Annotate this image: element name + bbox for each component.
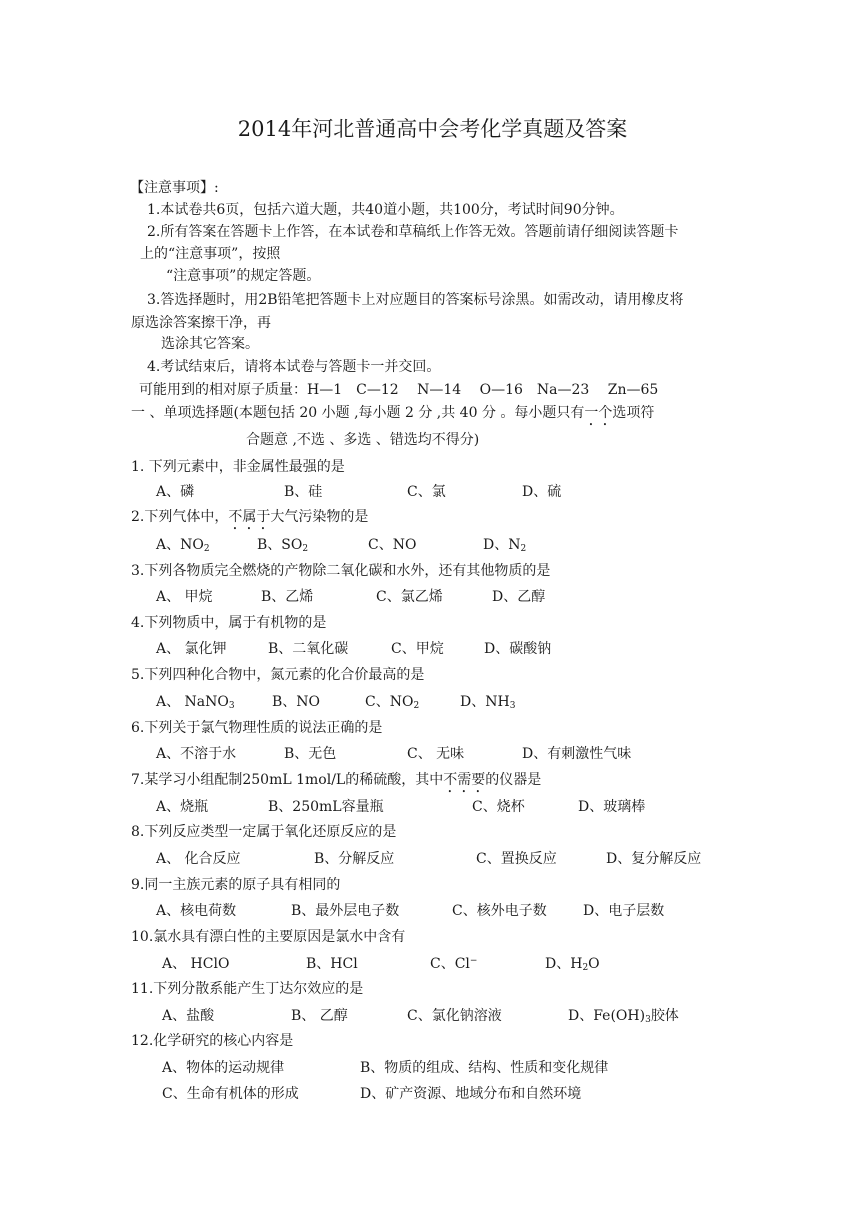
notice-item-3-cont2: 选涂其它答案。 bbox=[161, 336, 259, 352]
q8-option-d: D、复分解反应 bbox=[606, 851, 702, 867]
q7-option-c: C、烧杯 bbox=[472, 799, 525, 815]
notice-item-4: 4.考试结束后，请将本试卷与答题卡一并交回。 bbox=[147, 359, 441, 375]
q10-option-a: A、 HClO bbox=[162, 956, 230, 972]
q6-option-d: D、有刺激性气味 bbox=[522, 746, 632, 762]
q6-option-a: A、不溶于水 bbox=[156, 746, 237, 762]
q10-option-c: C、Cl− bbox=[430, 956, 478, 972]
page-title: 2014年河北普通高中会考化学真题及答案 bbox=[237, 117, 628, 141]
q8-option-b: B、分解反应 bbox=[314, 851, 395, 867]
q3-option-a: A、 甲烷 bbox=[156, 589, 213, 605]
emphasis-not-needed: 不需要 bbox=[443, 772, 486, 788]
q7-option-b: B、250mL容量瓶 bbox=[268, 799, 384, 815]
q2-option-d: D、$N_2$ bbox=[483, 537, 527, 554]
q1-option-b: B、硅 bbox=[284, 484, 323, 500]
emphasis-not-belong: 不属于 bbox=[228, 509, 271, 525]
q12-option-b: B、物质的组成、结构、性质和变化规律 bbox=[360, 1060, 609, 1076]
question-8: 8.下列反应类型一定属于氧化还原反应的是 bbox=[131, 824, 397, 840]
q1-option-c: C、氯 bbox=[407, 484, 446, 500]
question-2: 2.下列气体中，不属于大气污染物的是 bbox=[131, 509, 369, 525]
q9-option-a: A、核电荷数 bbox=[156, 903, 237, 919]
question-7: 7.某学习小组配制250mL 1mol/L的稀硫酸，其中不需要的仪器是 bbox=[131, 772, 542, 788]
q10-option-d: D、$H_2O$ bbox=[545, 956, 600, 973]
question-12: 12.化学研究的核心内容是 bbox=[131, 1033, 294, 1049]
question-3: 3.下列各物质完全燃烧的产物除二氧化碳和水外，还有其他物质的是 bbox=[131, 563, 551, 579]
notice-heading: 【注意事项】: bbox=[130, 180, 219, 196]
q10-option-b: B、HCl bbox=[306, 956, 358, 972]
notice-item-3-cont: 原选涂答案擦干净，再 bbox=[131, 315, 271, 331]
emphasis-one: 一个 bbox=[584, 405, 613, 421]
notice-item-1: 1.本试卷共6页，包括六道大题，共40道小题，共100分，考试时间90分钟。 bbox=[147, 202, 624, 218]
question-1: 1. 下列元素中，非金属性最强的是 bbox=[131, 459, 345, 475]
q5-option-d: D、$NH_3$ bbox=[460, 694, 516, 711]
q4-option-d: D、碳酸钠 bbox=[484, 641, 552, 657]
q2-option-b: B、$SO_2$ bbox=[257, 537, 309, 554]
q11-option-c: C、氯化钠溶液 bbox=[407, 1008, 502, 1024]
question-6: 6.下列关于氯气物理性质的说法正确的是 bbox=[131, 720, 383, 736]
q3-option-b: B、乙烯 bbox=[261, 589, 314, 605]
question-11: 11.下列分散系能产生丁达尔效应的是 bbox=[131, 981, 364, 997]
question-5: 5.下列四种化合物中，氮元素的化合价最高的是 bbox=[131, 667, 425, 683]
q8-option-c: C、置换反应 bbox=[476, 851, 557, 867]
question-9: 9.同一主族元素的原子具有相同的 bbox=[131, 877, 341, 893]
q7-option-a: A、烧瓶 bbox=[156, 799, 209, 815]
q12-option-c: C、生命有机体的形成 bbox=[162, 1086, 299, 1102]
q12-option-a: A、物体的运动规律 bbox=[162, 1060, 285, 1076]
notice-item-2-cont2: “注意事项”的规定答题。 bbox=[166, 268, 321, 284]
q12-option-d: D、矿产资源、地域分布和自然环境 bbox=[360, 1086, 582, 1102]
notice-item-2-cont: 上的“注意事项”，按照 bbox=[140, 246, 281, 262]
q4-option-a: A、 氯化钾 bbox=[156, 641, 227, 657]
q1-option-d: D、硫 bbox=[522, 484, 562, 500]
q6-option-b: B、无色 bbox=[284, 746, 337, 762]
section-heading: 一 、单项选择题(本题包括 20 小题 ,每小题 2 分 ,共 40 分 。每小题只有一个选项符 bbox=[131, 405, 655, 421]
q2-option-c: C、NO bbox=[368, 537, 417, 553]
q11-option-b: B、 乙醇 bbox=[291, 1008, 348, 1024]
q3-option-c: C、氯乙烯 bbox=[376, 589, 443, 605]
q9-option-d: D、电子层数 bbox=[583, 903, 665, 919]
atomic-masses: 可能用到的相对原子质量：H—1 C—12 N—14 O—16 Na—23 Zn—65 bbox=[139, 382, 659, 398]
q2-option-a: A、$NO_2$ bbox=[156, 537, 210, 554]
q5-option-c: C、$NO_2$ bbox=[365, 694, 420, 711]
q11-option-a: A、盐酸 bbox=[162, 1008, 215, 1024]
q8-option-a: A、 化合反应 bbox=[156, 851, 241, 867]
q4-option-c: C、甲烷 bbox=[391, 641, 444, 657]
q7-option-d: D、玻璃棒 bbox=[578, 799, 646, 815]
q9-option-b: B、最外层电子数 bbox=[291, 903, 400, 919]
q1-option-a: A、磷 bbox=[156, 484, 195, 500]
q4-option-b: B、二氧化碳 bbox=[268, 641, 349, 657]
q5-option-b: B、NO bbox=[272, 694, 321, 710]
notice-item-3: 3.答选择题时，用2B铅笔把答题卡上对应题目的答案标号涂黑。如需改动，请用橡皮将 bbox=[147, 292, 684, 308]
q6-option-c: C、 无味 bbox=[407, 746, 465, 762]
section-heading-cont: 合题意 ,不选 、多选 、错选均不得分) bbox=[246, 432, 480, 448]
q11-option-d: D、$Fe(OH)_3$胶体 bbox=[568, 1008, 679, 1025]
q9-option-c: C、核外电子数 bbox=[452, 903, 547, 919]
q3-option-d: D、乙醇 bbox=[492, 589, 546, 605]
question-4: 4.下列物质中，属于有机物的是 bbox=[131, 615, 327, 631]
question-10: 10.氯水具有漂白性的主要原因是氯水中含有 bbox=[131, 929, 406, 945]
q5-option-a: A、 NaNO$_3$ bbox=[156, 694, 235, 711]
notice-item-2: 2.所有答案在答题卡上作答，在本试卷和草稿纸上作答无效。答题前请仔细阅读答题卡 bbox=[147, 224, 679, 240]
